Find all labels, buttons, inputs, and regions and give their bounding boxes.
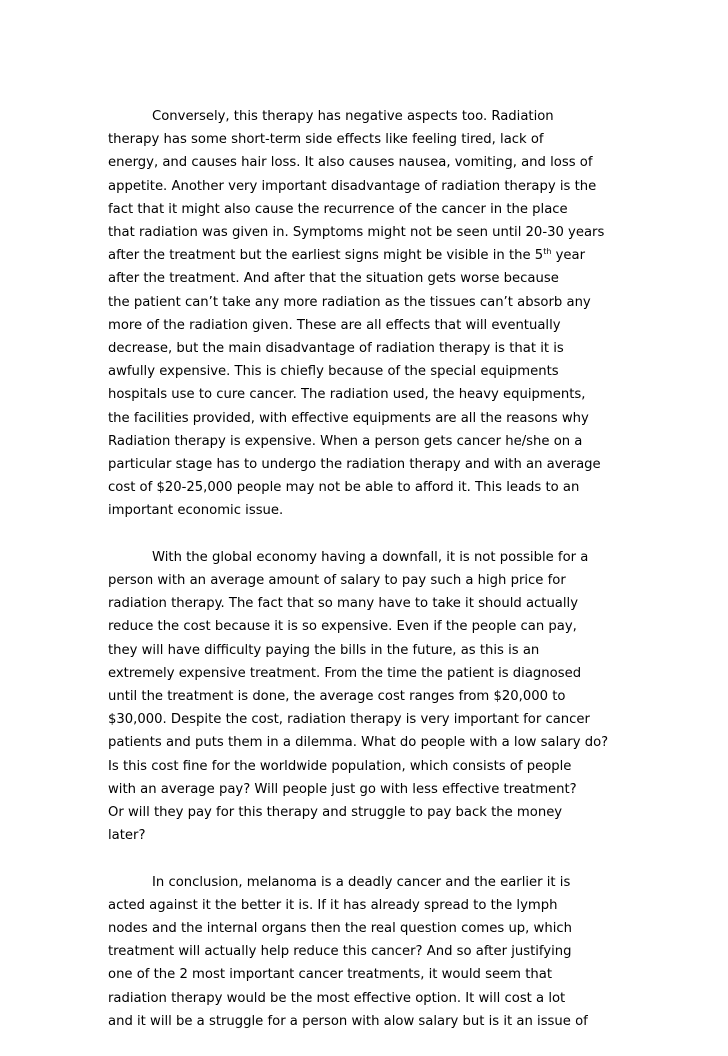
text-line: important economic issue. <box>108 503 284 519</box>
text-segment: year <box>551 248 586 264</box>
text-line: patients and puts them in a dilemma. What do people with a low salary do? <box>108 735 609 751</box>
text-line: hospitals use to cure cancer. The radiation used, the heavy equipments, <box>108 387 586 403</box>
text-line: With the global economy having a downfall, it is not possible for a <box>152 549 589 565</box>
text-line: Conversely, this therapy has negative aspects too. Radiation <box>152 109 554 124</box>
text-line: that radiation was given in. Symptoms might not be seen until 20-30 years <box>108 225 605 241</box>
text-line: more of the radiation given. These are all effects that will eventually <box>108 317 561 333</box>
text-line: In conclusion, melanoma is a deadly cancer and the earlier it is <box>152 874 571 890</box>
text-line: the patient can’t take any more radiation as the tissues can’t absorb any <box>108 294 591 310</box>
document-body <box>108 105 623 1056</box>
paragraph <box>108 105 623 523</box>
text-line: particular stage has to undergo the radiation therapy and with an average <box>108 457 601 473</box>
text-line: treatment will actually help reduce this cancer? And so after justifying <box>108 944 572 960</box>
text-line: energy, and causes hair loss. It also causes nausea, vomiting, and loss of <box>108 155 593 171</box>
text-line: reduce the cost because it is so expensive. Even if the people can pay, <box>108 619 577 635</box>
text-line: Is this cost fine for the worldwide population, which consists of people <box>108 758 572 774</box>
text-line: awfully expensive. This is chiefly because of the special equipments <box>108 364 559 380</box>
text-line: Radiation therapy is expensive. When a person gets cancer he/she on a <box>108 433 583 449</box>
text-line <box>108 244 623 267</box>
text-line: until the treatment is done, the average cost ranges from $20,000 to <box>108 689 566 705</box>
text-segment: after the treatment but the earliest signs might be visible in the 5 <box>108 248 544 264</box>
paragraph <box>108 546 623 848</box>
ordinal-superscript: th <box>543 247 552 257</box>
text-line: nodes and the internal organs then the real question comes up, which <box>108 921 572 937</box>
text-line: one of the 2 most important cancer treatments, it would seem that <box>108 967 553 983</box>
text-line: the facilities provided, with effective equipments are all the reasons why <box>108 410 589 426</box>
text-line: therapy has some short-term side effects like feeling tired, lack of <box>108 132 544 148</box>
text-line: and it will be a struggle for a person with alow salary but is it an issue of <box>108 1013 588 1029</box>
text-line: acted against it the better it is. If it has already spread to the lymph <box>108 897 558 913</box>
text-line: $30,000. Despite the cost, radiation therapy is very important for cancer <box>108 712 590 728</box>
text-line: extremely expensive treatment. From the time the patient is diagnosed <box>108 665 582 681</box>
text-line: with an average pay? Will people just go with less effective treatment? <box>108 781 577 797</box>
text-line: person with an average amount of salary to pay such a high price for <box>108 573 566 589</box>
text-line: cost of $20-25,000 people may not be able to afford it. This leads to an <box>108 480 580 496</box>
text-line: after the treatment. And after that the situation gets worse because <box>108 271 559 287</box>
text-line: appetite. Another very important disadvantage of radiation therapy is the <box>108 178 597 194</box>
text-line: they will have difficulty paying the bills in the future, as this is an <box>108 642 540 658</box>
text-line: radiation therapy would be the most effective option. It will cost a lot <box>108 990 566 1006</box>
text-line: later? <box>108 828 146 844</box>
text-line: decrease, but the main disadvantage of radiation therapy is that it is <box>108 341 564 357</box>
text-line: radiation therapy. The fact that so many have to take it should actually <box>108 596 579 612</box>
text-line: fact that it might also cause the recurrence of the cancer in the place <box>108 201 568 217</box>
text-line: Or will they pay for this therapy and struggle to pay back the money <box>108 805 563 821</box>
paragraph <box>108 871 623 1033</box>
